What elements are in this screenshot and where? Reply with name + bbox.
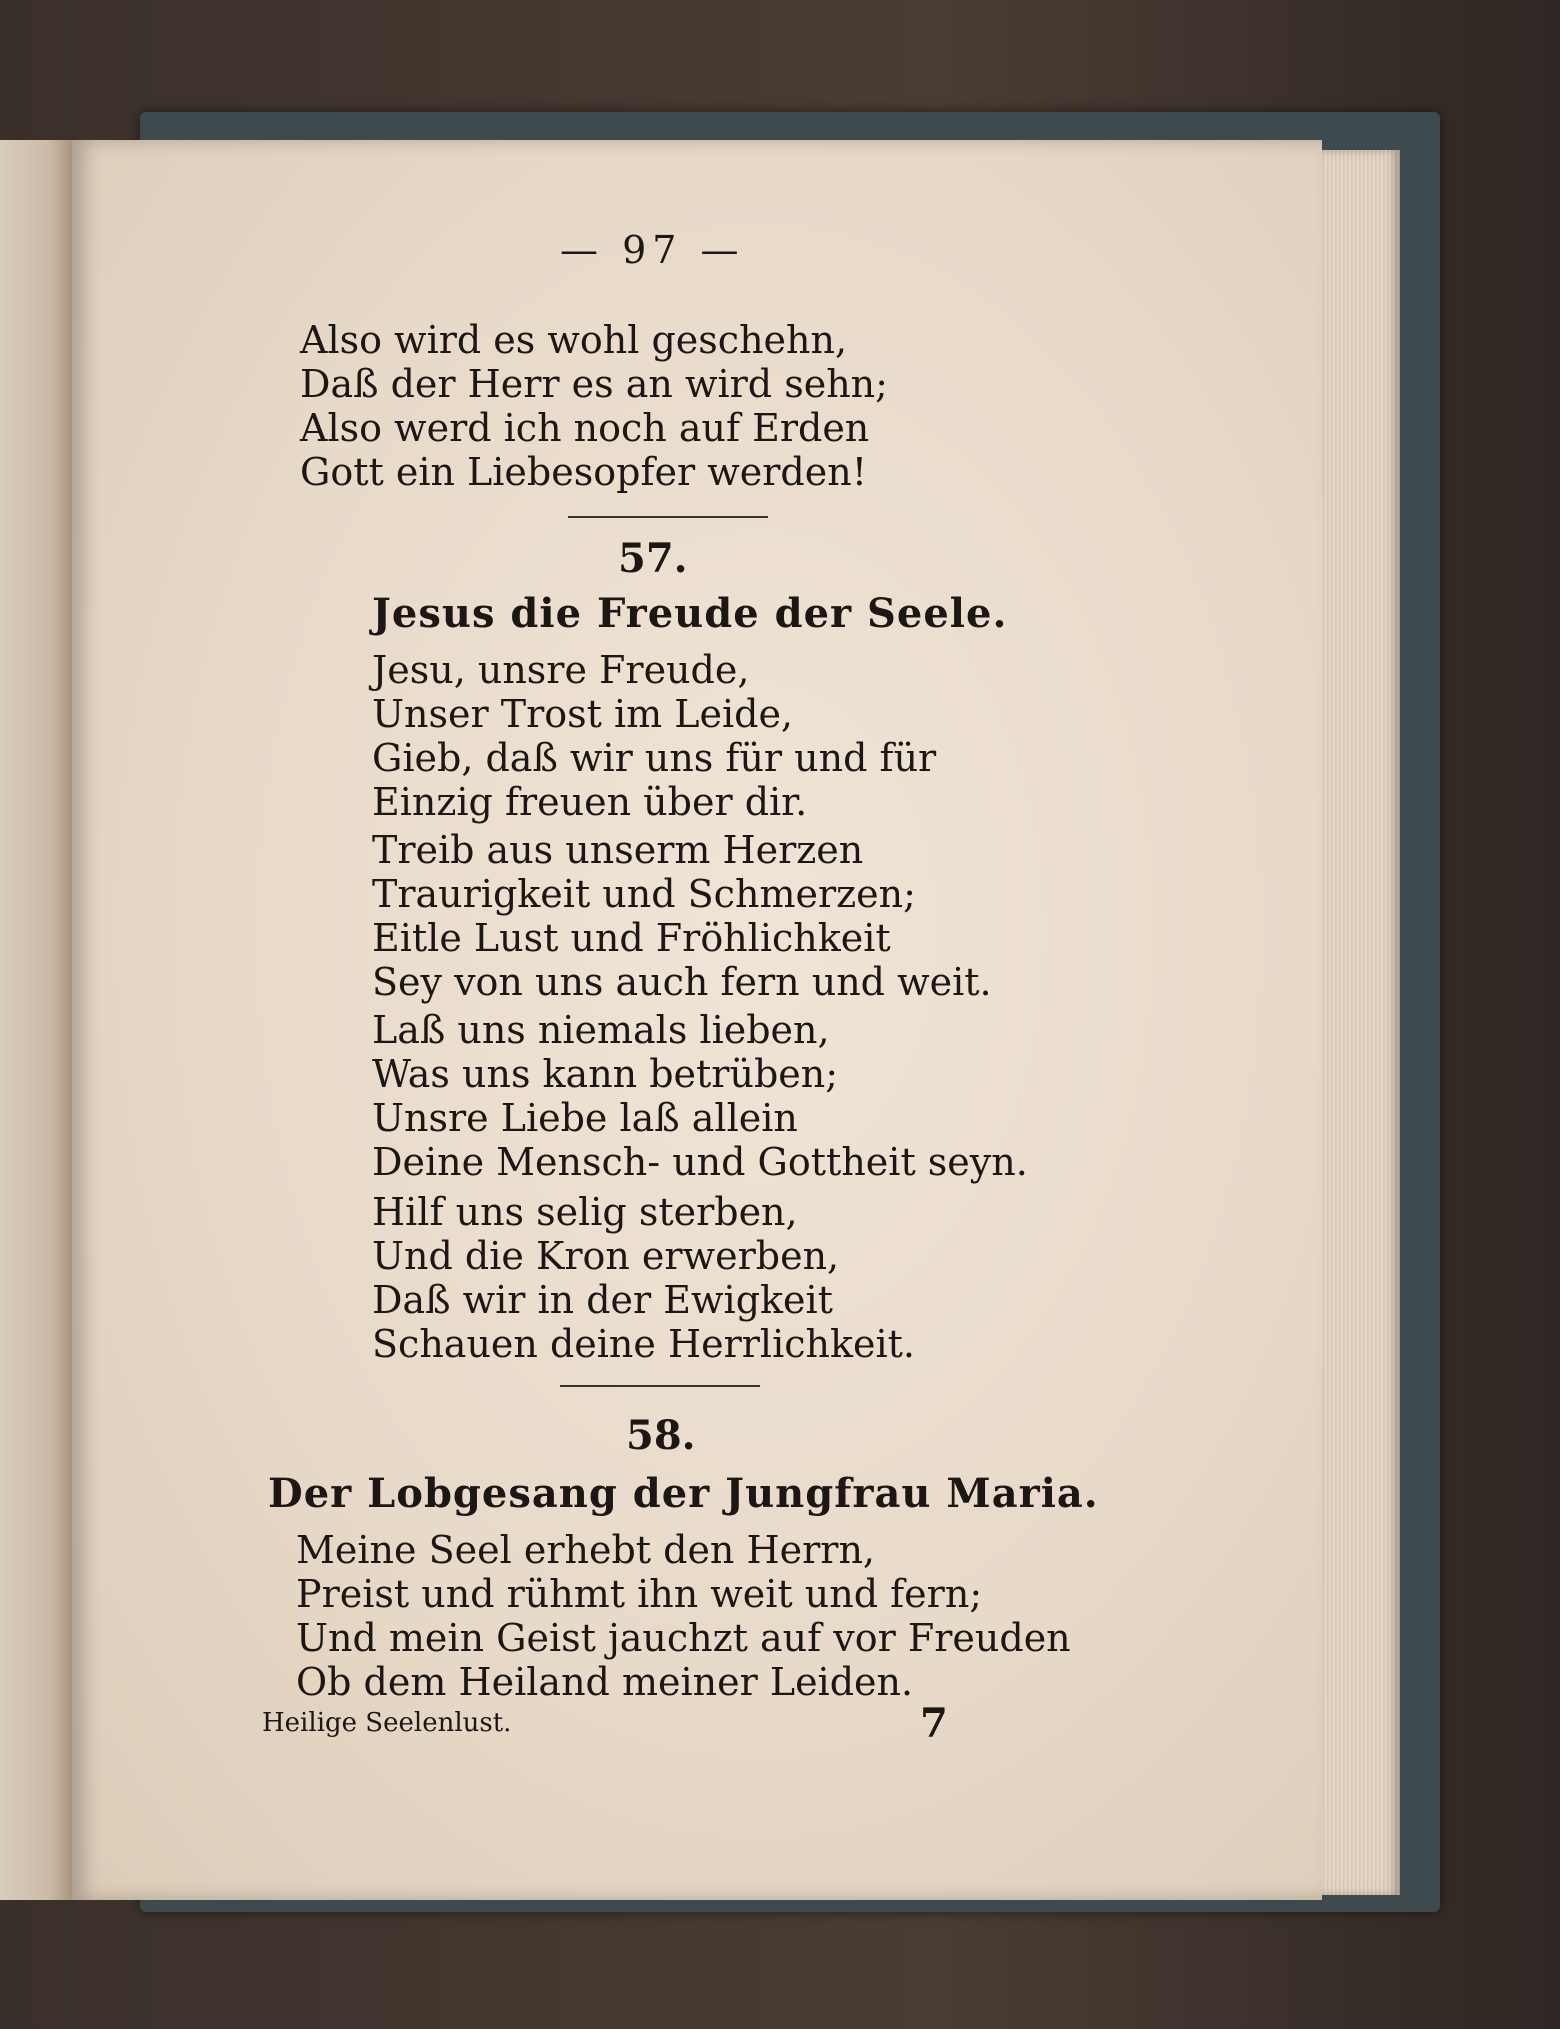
verse-line: Treib aus unserm Herzen [372, 828, 864, 872]
hymn-number: 57. [618, 535, 688, 582]
verse-line: Daß der Herr es an wird sehn; [300, 362, 888, 406]
verse-line: Unsre Liebe laß allein [372, 1096, 798, 1140]
left-page-edge [0, 140, 72, 1900]
hymn-title: Der Lobgesang der Jungfrau Maria. [268, 1470, 1099, 1517]
verse-line: Gott ein Liebesopfer werden! [300, 450, 867, 494]
verse-line: Traurigkeit und Schmerzen; [372, 872, 916, 916]
signature-line: Heilige Seelenlust. [262, 1708, 512, 1738]
page-number: — 97 — [560, 228, 745, 272]
verse-line: Unser Trost im Leide, [372, 692, 794, 736]
verse-line: Einzig freuen über dir. [372, 780, 808, 824]
hymn-number: 58. [626, 1412, 696, 1459]
verse-line: Was uns kann betrüben; [372, 1052, 839, 1096]
verse-line: Und die Kron erwerben, [372, 1234, 840, 1278]
section-divider [560, 1385, 760, 1387]
section-divider [568, 516, 768, 518]
verse-line: Hilf uns selig sterben, [372, 1190, 798, 1234]
verse-line: Eitle Lust und Fröhlichkeit [372, 916, 891, 960]
verse-line: Ob dem Heiland meiner Leiden. [296, 1660, 914, 1704]
verse-line: Jesu, unsre Freude, [372, 648, 750, 692]
verse-line: Also wird es wohl geschehn, [300, 318, 848, 362]
verse-line: Und mein Geist jauchzt auf vor Freuden [296, 1616, 1071, 1660]
verse-line: Sey von uns auch fern und weit. [372, 960, 992, 1004]
sheet-mark: 7 [920, 1700, 948, 1747]
verse-line: Laß uns niemals lieben, [372, 1008, 830, 1052]
verse-line: Deine Mensch- und Gottheit seyn. [372, 1140, 1028, 1184]
verse-line: Preist und rühmt ihn weit und fern; [296, 1572, 983, 1616]
verse-line: Daß wir in der Ewigkeit [372, 1278, 833, 1322]
verse-line: Meine Seel erhebt den Herrn, [296, 1528, 875, 1572]
page-edges [1322, 150, 1400, 1895]
verse-line: Schauen deine Herrlichkeit. [372, 1322, 916, 1366]
verse-line: Gieb, daß wir uns für und für [372, 736, 937, 780]
verse-line: Also werd ich noch auf Erden [300, 406, 870, 450]
hymn-title: Jesus die Freude der Seele. [372, 590, 1008, 637]
